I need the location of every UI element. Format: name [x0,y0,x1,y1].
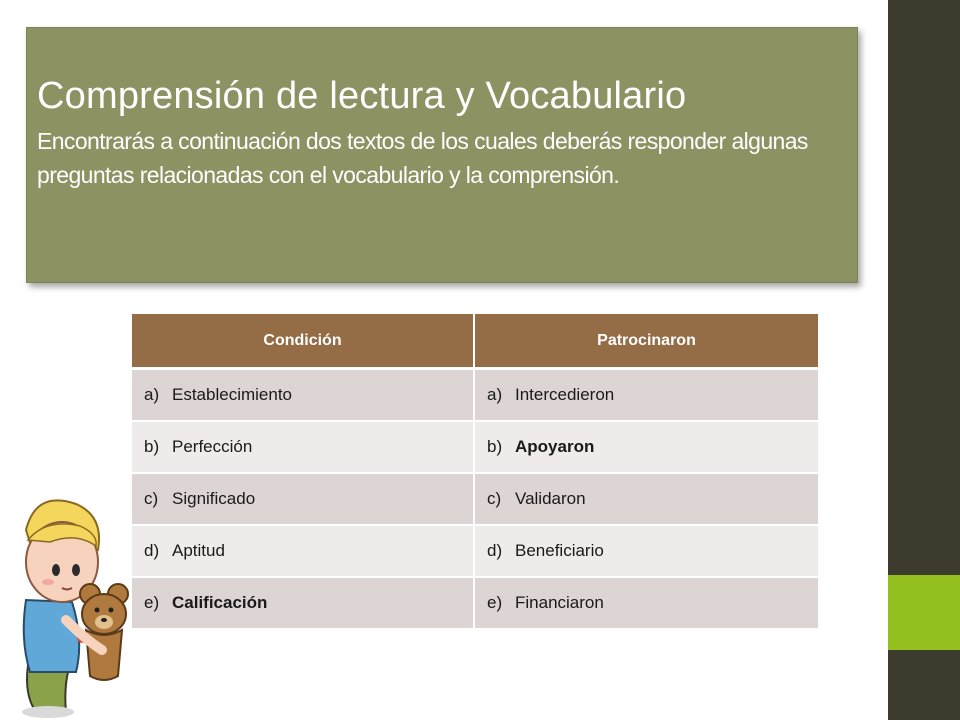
option-cell [474,421,818,473]
option-cell [132,369,474,422]
option-letter: a) [487,385,503,404]
accent-block [888,575,960,650]
option-cell [132,421,474,473]
option-cell [132,473,474,525]
table-row [132,473,818,525]
option-letter: c) [487,489,502,508]
option-letter: e) [487,593,503,612]
table-header-row [132,314,818,369]
option-text-answer: Calificación [172,593,268,612]
slide-subtitle: Encontrarás a continuación dos textos de los cuales deberás responder algunas preguntas relacionadas con el vocabulario y la comprensión. [37,128,808,188]
table-row [132,369,818,422]
option-text: Establecimiento [172,385,293,404]
child-with-teddy-bear-icon [6,490,136,720]
table-row [132,525,818,577]
option-cell [474,473,818,525]
option-cell [474,525,818,577]
option-text: Aptitud [172,541,225,560]
slide-title: Comprensión de lectura y Vocabulario [37,75,687,117]
option-text: Validaron [515,489,586,508]
option-letter: d) [144,541,160,560]
title-box [26,27,858,283]
option-letter: b) [144,437,160,456]
column-header-condicion: Condición [132,314,474,369]
table-row [132,577,818,629]
table-row [132,421,818,473]
option-cell [132,525,474,577]
option-text: Intercedieron [515,385,615,404]
option-letter: c) [144,489,159,508]
column-header-patrocinaron: Patrocinaron [474,314,818,369]
vocabulary-table [132,314,818,630]
option-cell [474,369,818,422]
option-cell [474,577,818,629]
option-text: Perfección [172,437,253,456]
option-text: Significado [172,489,256,508]
option-letter: d) [487,541,503,560]
option-text: Financiaron [515,593,604,612]
option-letter: a) [144,385,160,404]
option-cell [132,577,474,629]
option-text-answer: Apoyaron [515,437,595,456]
option-letter: b) [487,437,503,456]
option-letter: e) [144,593,160,612]
option-text: Beneficiario [515,541,604,560]
